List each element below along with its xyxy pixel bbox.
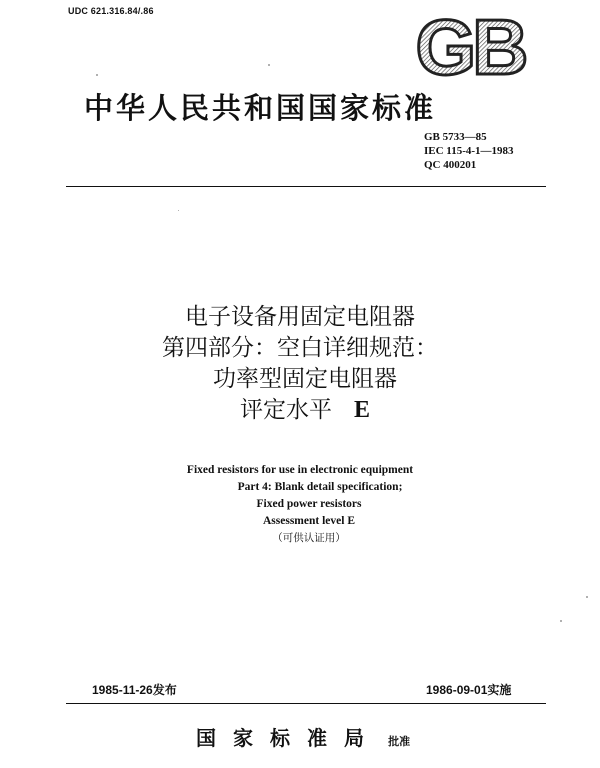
en-title-line-3: Fixed power resistors [256, 498, 362, 510]
scan-speck [178, 210, 179, 211]
issuer-name: 国家标准局 [196, 726, 381, 750]
chinese-title [0, 302, 600, 426]
en-title-line-2: Part 4: Blank detail specification; [237, 481, 403, 493]
issuer-line [196, 722, 410, 751]
cn-title-line-4 [10, 395, 600, 426]
cn-title-assessment: 评定水平 [240, 397, 333, 423]
issue-date: 1985-11-26发布 [92, 683, 177, 697]
en-title-line-4: Assessment level E [263, 515, 355, 527]
en-title-line-1: Fixed resistors for use in electronic equipment [186, 464, 414, 476]
cn-title-line-3: 功率型固定电阻器 [213, 366, 397, 392]
national-standard-title: 中华人民共和国国家标准 [84, 91, 437, 125]
udc-code: UDC 621.316.84/.86 [68, 6, 154, 16]
scan-speck [586, 596, 588, 598]
approve-label: 批准 [388, 735, 411, 748]
gb-code: GB 5733—85 [424, 131, 487, 143]
scan-speck [96, 74, 98, 76]
cn-title-line-1: 电子设备用固定电阻器 [185, 304, 415, 330]
gb-logo [400, 8, 540, 84]
scan-speck [560, 620, 562, 622]
qc-code: QC 400201 [424, 159, 477, 171]
footer-divider [66, 703, 546, 704]
header-divider [66, 186, 546, 187]
english-title [0, 462, 600, 547]
cn-title-line-2: 第四部分：空白详细规范： [162, 335, 438, 361]
certification-note: （可供认证用） [272, 532, 346, 544]
svg-text:GB: GB [415, 8, 525, 84]
standard-codes [424, 130, 514, 172]
scan-speck [268, 64, 270, 66]
cn-title-level: E [353, 397, 370, 423]
effective-date: 1986-09-01实施 [426, 683, 512, 697]
iec-code: IEC 115-4-1—1983 [424, 145, 514, 157]
